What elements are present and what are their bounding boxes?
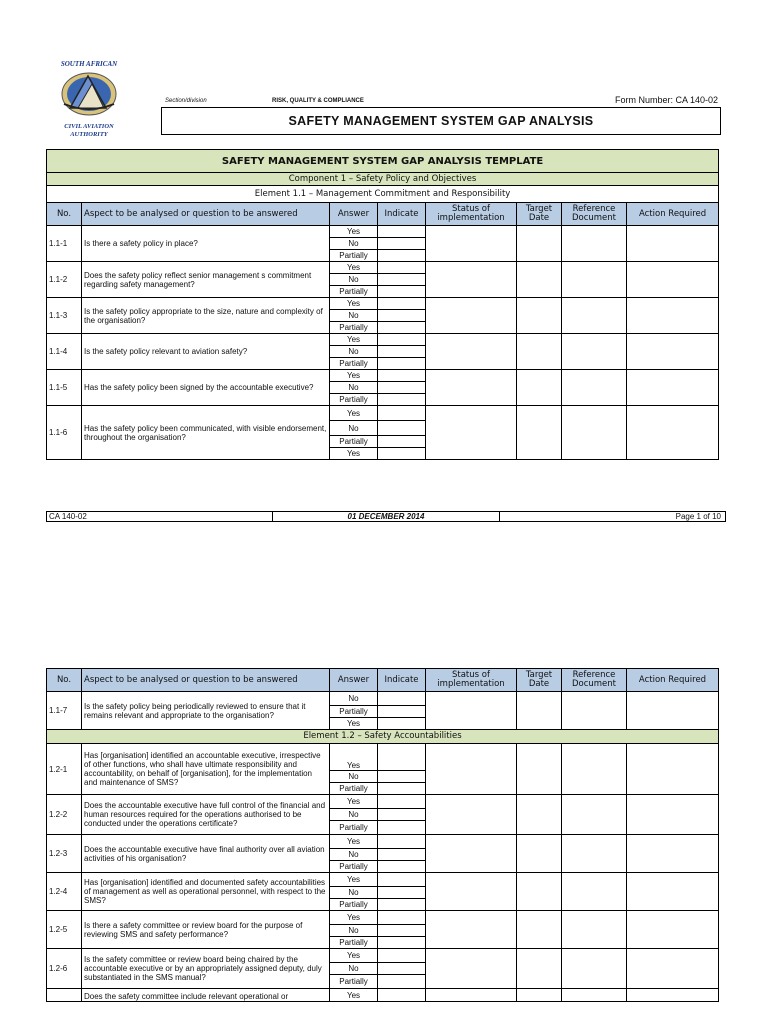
table-row xyxy=(47,226,719,238)
indicate-cell[interactable] xyxy=(378,809,426,821)
target-date-cell[interactable] xyxy=(517,298,562,334)
indicate-cell[interactable] xyxy=(378,334,426,346)
row-number: 1.1-1 xyxy=(47,226,82,262)
caa-logo xyxy=(54,60,124,142)
answer-option: Yes xyxy=(330,406,378,421)
row-number: 1.1-3 xyxy=(47,298,82,334)
row-number: 1.1-5 xyxy=(47,370,82,406)
indicate-cell[interactable] xyxy=(378,262,426,274)
row-question: Is there a safety committee or review board for the purpose of reviewing SMS and safety performance? xyxy=(82,911,330,949)
reference-cell[interactable] xyxy=(562,795,627,835)
answer-option: Yes xyxy=(330,298,378,310)
logo-top-text: SOUTH AFRICAN xyxy=(60,60,118,68)
indicate-cell[interactable] xyxy=(378,286,426,298)
row-question: Does the safety policy reflect senior management s commitment regarding safety management? xyxy=(82,262,330,298)
row-question: Is the safety policy being periodically reviewed to ensure that it remains relevant and appropriate to the organisation? xyxy=(82,692,330,730)
answer-option: No xyxy=(330,421,378,436)
indicate-cell[interactable] xyxy=(378,949,426,963)
col-indicate: Indicate xyxy=(378,669,426,692)
status-cell[interactable] xyxy=(426,835,517,873)
reference-cell[interactable] xyxy=(562,692,627,730)
action-cell[interactable] xyxy=(627,989,719,1002)
row-question: Is the safety policy relevant to aviation safety? xyxy=(82,334,330,370)
answer-option: Partially xyxy=(330,975,378,989)
row-question: Is there a safety policy in place? xyxy=(82,226,330,262)
answer-option: No xyxy=(330,310,378,322)
col-target-date: Target Date xyxy=(517,203,562,226)
indicate-cell[interactable] xyxy=(378,795,426,809)
col-status: Status of implementation xyxy=(426,203,517,226)
status-cell[interactable] xyxy=(426,262,517,298)
action-cell[interactable] xyxy=(627,911,719,949)
indicate-cell[interactable] xyxy=(378,911,426,925)
answer-option: Yes xyxy=(330,448,378,460)
col-answer: Answer xyxy=(330,203,378,226)
indicate-cell[interactable] xyxy=(378,394,426,406)
indicate-cell[interactable] xyxy=(378,849,426,861)
indicate-cell[interactable] xyxy=(378,310,426,322)
column-header-row xyxy=(47,203,719,226)
action-cell[interactable] xyxy=(627,406,719,460)
indicate-cell[interactable] xyxy=(378,899,426,911)
indicate-cell[interactable] xyxy=(378,238,426,250)
action-cell[interactable] xyxy=(627,262,719,298)
answer-option: No xyxy=(330,274,378,286)
answer-option: Partially xyxy=(330,436,378,448)
indicate-cell[interactable] xyxy=(378,406,426,421)
row-question: Does the accountable executive have final authority over all aviation activities of his organisation? xyxy=(82,835,330,873)
row-question: Does the safety committee include relevant operational or xyxy=(82,989,330,1002)
reference-cell[interactable] xyxy=(562,406,627,460)
table-row xyxy=(47,795,719,809)
answer-option: Yes xyxy=(330,334,378,346)
answer-option: Yes xyxy=(330,873,378,887)
action-cell[interactable] xyxy=(627,298,719,334)
answer-option: Yes xyxy=(330,911,378,925)
answer-option: No xyxy=(330,771,378,783)
status-cell[interactable] xyxy=(426,334,517,370)
status-cell[interactable] xyxy=(426,989,517,1002)
status-cell[interactable] xyxy=(426,911,517,949)
row-question: Has the safety policy been communicated, with visible endorsement, throughout the organisation? xyxy=(82,406,330,460)
status-cell[interactable] xyxy=(426,873,517,911)
row-number: 1.2-6 xyxy=(47,949,82,989)
row-number: 1.1-2 xyxy=(47,262,82,298)
gap-analysis-table-page2 xyxy=(46,668,719,1002)
target-date-cell[interactable] xyxy=(517,989,562,1002)
component-title: Component 1 – Safety Policy and Objectives xyxy=(47,173,719,186)
answer-option: Yes xyxy=(330,262,378,274)
col-answer: Answer xyxy=(330,669,378,692)
indicate-cell[interactable] xyxy=(378,250,426,262)
answer-option: Yes xyxy=(330,370,378,382)
answer-option: No xyxy=(330,809,378,821)
answer-option: Yes xyxy=(330,718,378,730)
logo-emblem-icon xyxy=(54,68,124,118)
indicate-cell[interactable] xyxy=(378,346,426,358)
answer-option: Partially xyxy=(330,358,378,370)
reference-cell[interactable] xyxy=(562,835,627,873)
indicate-cell[interactable] xyxy=(378,771,426,783)
target-date-cell[interactable] xyxy=(517,744,562,795)
logo-bottom-text: CIVIL AVIATION AUTHORITY xyxy=(64,123,114,138)
answer-option: Yes xyxy=(330,949,378,963)
col-aspect: Aspect to be analysed or question to be answered xyxy=(82,203,330,226)
indicate-cell[interactable] xyxy=(378,436,426,448)
action-cell[interactable] xyxy=(627,949,719,989)
action-cell[interactable] xyxy=(627,835,719,873)
column-header-row xyxy=(47,669,719,692)
indicate-cell[interactable] xyxy=(378,937,426,949)
indicate-cell[interactable] xyxy=(378,274,426,286)
table-row xyxy=(47,989,719,1002)
answer-option: No xyxy=(330,887,378,899)
target-date-cell[interactable] xyxy=(517,262,562,298)
indicate-cell[interactable] xyxy=(378,744,426,771)
row-question: Has the safety policy been signed by the accountable executive? xyxy=(82,370,330,406)
indicate-cell[interactable] xyxy=(378,835,426,849)
indicate-cell[interactable] xyxy=(378,861,426,873)
target-date-cell[interactable] xyxy=(517,949,562,989)
answer-option: Partially xyxy=(330,250,378,262)
table-row xyxy=(47,334,719,346)
element-title: Element 1.1 – Management Commitment and Responsibility xyxy=(47,186,719,203)
target-date-cell[interactable] xyxy=(517,795,562,835)
reference-cell[interactable] xyxy=(562,262,627,298)
row-number: 1.1-6 xyxy=(47,406,82,460)
target-date-cell[interactable] xyxy=(517,334,562,370)
indicate-cell[interactable] xyxy=(378,322,426,334)
status-cell[interactable] xyxy=(426,949,517,989)
indicate-cell[interactable] xyxy=(378,358,426,370)
reference-cell[interactable] xyxy=(562,873,627,911)
reference-cell[interactable] xyxy=(562,949,627,989)
answer-option: Partially xyxy=(330,286,378,298)
reference-cell[interactable] xyxy=(562,989,627,1002)
target-date-cell[interactable] xyxy=(517,370,562,406)
footer-date: 01 DECEMBER 2014 xyxy=(272,512,500,522)
row-question: Has [organisation] identified an accountable executive, irrespective of other functions, who shall have ultimate responsibility and accountability, on behalf of [organisation], for the implementation and maintenance of SMS? xyxy=(82,744,330,795)
footer-doc-number: CA 140-02 xyxy=(49,512,87,521)
status-cell[interactable] xyxy=(426,370,517,406)
target-date-cell[interactable] xyxy=(517,835,562,873)
answer-option: Partially xyxy=(330,899,378,911)
reference-cell[interactable] xyxy=(562,744,627,795)
status-cell[interactable] xyxy=(426,406,517,460)
answer-option: Partially xyxy=(330,783,378,795)
col-reference: Reference Document xyxy=(562,203,627,226)
col-aspect: Aspect to be analysed or question to be answered xyxy=(82,669,330,692)
col-target-date: Target Date xyxy=(517,669,562,692)
answer-option: No xyxy=(330,238,378,250)
row-question: Is the safety policy appropriate to the size, nature and complexity of the organisation? xyxy=(82,298,330,334)
indicate-cell[interactable] xyxy=(378,963,426,975)
reference-cell[interactable] xyxy=(562,911,627,949)
table-row xyxy=(47,370,719,382)
status-cell[interactable] xyxy=(426,692,517,730)
target-date-cell[interactable] xyxy=(517,692,562,730)
row-question: Does the accountable executive have full control of the financial and human resources required for the operations authorised to be conducted under the operations certificate? xyxy=(82,795,330,835)
reference-cell[interactable] xyxy=(562,298,627,334)
action-cell[interactable] xyxy=(627,370,719,406)
target-date-cell[interactable] xyxy=(517,911,562,949)
division-label: RISK, QUALITY & COMPLIANCE xyxy=(272,98,364,104)
row-number: 1.2-2 xyxy=(47,795,82,835)
row-number xyxy=(47,989,82,1002)
action-cell[interactable] xyxy=(627,334,719,370)
row-number: 1.1-4 xyxy=(47,334,82,370)
table-row xyxy=(47,949,719,963)
action-cell[interactable] xyxy=(627,692,719,730)
target-date-cell[interactable] xyxy=(517,226,562,262)
indicate-cell[interactable] xyxy=(378,692,426,706)
answer-option: Partially xyxy=(330,394,378,406)
row-number: 1.2-1 xyxy=(47,744,82,795)
row-number: 1.1-7 xyxy=(47,692,82,730)
table-row xyxy=(47,911,719,925)
form-number: Form Number: CA 140-02 xyxy=(614,95,718,105)
answer-option: Partially xyxy=(330,821,378,835)
indicate-cell[interactable] xyxy=(378,925,426,937)
section-label: Section/division xyxy=(165,98,207,104)
indicate-cell[interactable] xyxy=(378,783,426,795)
indicate-cell[interactable] xyxy=(378,887,426,899)
indicate-cell[interactable] xyxy=(378,706,426,718)
table-row xyxy=(47,835,719,849)
row-question: Has [organisation] identified and documented safety accountabilities of management as well as operational personnel, with respect to the SMS? xyxy=(82,873,330,911)
answer-option: Partially xyxy=(330,322,378,334)
answer-option: No xyxy=(330,849,378,861)
target-date-cell[interactable] xyxy=(517,873,562,911)
answer-option: Yes xyxy=(330,226,378,238)
gap-analysis-table-page1 xyxy=(46,149,719,460)
answer-option: No xyxy=(330,346,378,358)
status-cell[interactable] xyxy=(426,795,517,835)
indicate-cell[interactable] xyxy=(378,718,426,730)
answer-option: No xyxy=(330,963,378,975)
status-cell[interactable] xyxy=(426,298,517,334)
indicate-cell[interactable] xyxy=(378,448,426,460)
action-cell[interactable] xyxy=(627,873,719,911)
status-cell[interactable] xyxy=(426,226,517,262)
answer-option: No xyxy=(330,382,378,394)
col-indicate: Indicate xyxy=(378,203,426,226)
reference-cell[interactable] xyxy=(562,370,627,406)
document-title: SAFETY MANAGEMENT SYSTEM GAP ANALYSIS xyxy=(161,107,721,135)
answer-option: Yes xyxy=(330,989,378,1002)
answer-option: Partially xyxy=(330,861,378,873)
table-row xyxy=(47,406,719,421)
col-action: Action Required xyxy=(627,203,719,226)
reference-cell[interactable] xyxy=(562,226,627,262)
table-row xyxy=(47,744,719,771)
indicate-cell[interactable] xyxy=(378,382,426,394)
template-title: SAFETY MANAGEMENT SYSTEM GAP ANALYSIS TEMPLATE xyxy=(47,150,719,173)
table-row xyxy=(47,692,719,706)
indicate-cell[interactable] xyxy=(378,975,426,989)
indicate-cell[interactable] xyxy=(378,873,426,887)
col-action: Action Required xyxy=(627,669,719,692)
row-number: 1.2-4 xyxy=(47,873,82,911)
table-row xyxy=(47,298,719,310)
table-row xyxy=(47,262,719,274)
row-question: Is the safety committee or review board being chaired by the accountable executive or by an appropriately assigned deputy, duly substantiated in the SMS manual? xyxy=(82,949,330,989)
answer-option: Partially xyxy=(330,937,378,949)
indicate-cell[interactable] xyxy=(378,421,426,436)
answer-option: No xyxy=(330,692,378,706)
action-cell[interactable] xyxy=(627,744,719,795)
answer-option: Yes xyxy=(330,744,378,771)
col-no: No. xyxy=(47,203,82,226)
indicate-cell[interactable] xyxy=(378,370,426,382)
indicate-cell[interactable] xyxy=(378,298,426,310)
status-cell[interactable] xyxy=(426,744,517,795)
target-date-cell[interactable] xyxy=(517,406,562,460)
reference-cell[interactable] xyxy=(562,334,627,370)
col-no: No. xyxy=(47,669,82,692)
footer-page: Page 1 of 10 xyxy=(675,512,721,521)
answer-option: No xyxy=(330,925,378,937)
element-title: Element 1.2 – Safety Accountabilities xyxy=(47,730,719,744)
col-status: Status of implementation xyxy=(426,669,517,692)
table-row xyxy=(47,873,719,887)
indicate-cell[interactable] xyxy=(378,989,426,1002)
action-cell[interactable] xyxy=(627,795,719,835)
page-footer xyxy=(46,511,726,522)
action-cell[interactable] xyxy=(627,226,719,262)
row-number: 1.2-5 xyxy=(47,911,82,949)
indicate-cell[interactable] xyxy=(378,226,426,238)
answer-option: Partially xyxy=(330,706,378,718)
indicate-cell[interactable] xyxy=(378,821,426,835)
col-reference: Reference Document xyxy=(562,669,627,692)
row-number: 1.2-3 xyxy=(47,835,82,873)
answer-option: Yes xyxy=(330,835,378,849)
answer-option: Yes xyxy=(330,795,378,809)
